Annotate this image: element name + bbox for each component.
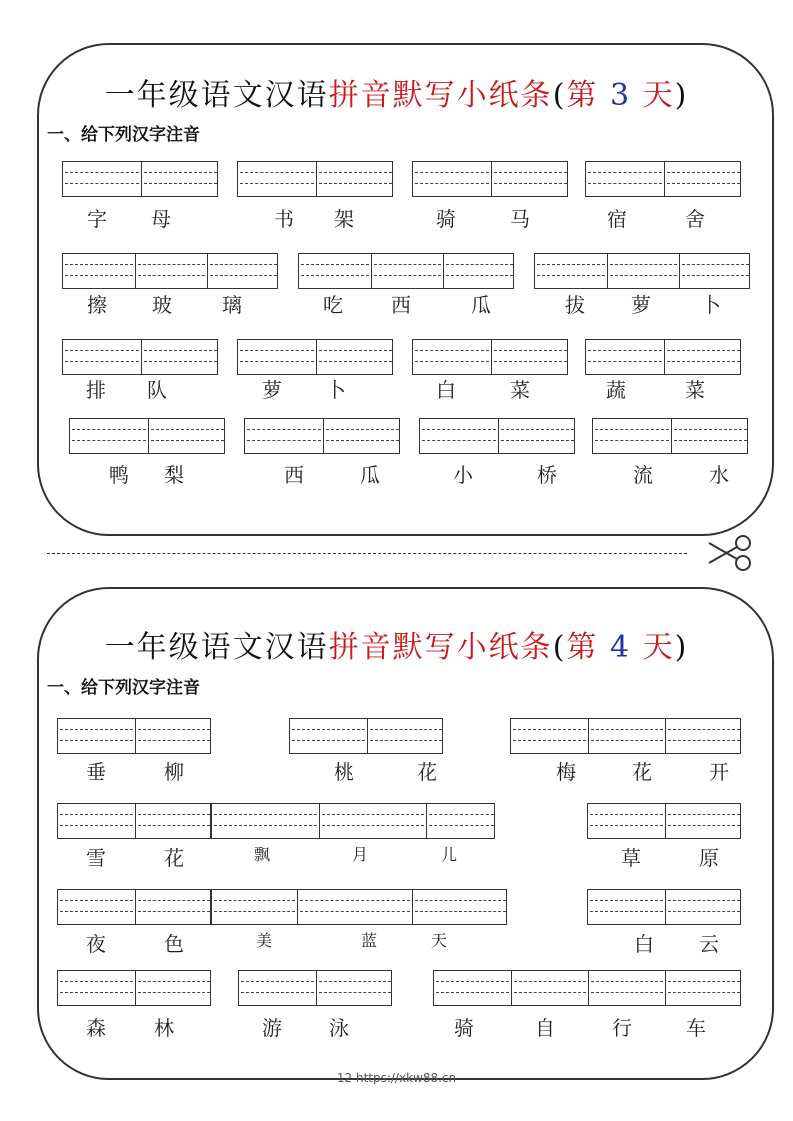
hanzi-character: 梨 [164,463,184,487]
hanzi-character: 开 [709,760,729,784]
pinyin-writing-grid[interactable] [585,161,741,197]
pinyin-cell[interactable] [491,340,569,374]
pinyin-writing-grid[interactable] [592,418,748,454]
pinyin-writing-grid[interactable] [69,418,225,454]
hanzi-character: 舍 [685,207,705,231]
pinyin-cell[interactable] [135,971,212,1005]
hanzi-character: 垂 [86,760,106,784]
hanzi-character: 美 [255,931,272,950]
hanzi-character: 卜 [326,378,346,402]
pinyin-cell[interactable] [511,719,588,753]
hanzi-character: 流 [633,463,653,487]
hanzi-character: 草 [621,846,641,870]
pinyin-cell[interactable] [63,162,141,196]
section-heading: 一、给下列汉字注音 [47,678,200,698]
pinyin-cell[interactable] [588,971,665,1005]
pinyin-cell[interactable] [665,890,742,924]
pinyin-cell[interactable] [290,719,367,753]
hanzi-character: 水 [709,463,729,487]
hanzi-character: 骑 [436,207,456,231]
pinyin-cell[interactable] [135,804,212,838]
pinyin-cell[interactable] [148,419,226,453]
pinyin-writing-grid[interactable] [585,339,741,375]
hanzi-character: 色 [164,932,184,956]
hanzi-character: 梅 [556,760,576,784]
hanzi-character: 花 [632,760,652,784]
hanzi-character: 自 [535,1016,555,1040]
pinyin-cell[interactable] [212,804,319,838]
pinyin-cell[interactable] [297,890,412,924]
pinyin-cell[interactable] [420,419,498,453]
hanzi-character: 花 [164,846,184,870]
pinyin-cell[interactable] [413,162,491,196]
hanzi-character: 西 [284,463,304,487]
hanzi-character: 马 [510,207,530,231]
pinyin-writing-grid[interactable] [419,418,575,454]
hanzi-character: 骑 [454,1016,474,1040]
pinyin-writing-grid[interactable] [57,718,211,754]
pinyin-cell[interactable] [413,340,491,374]
pinyin-writing-grid[interactable] [211,889,507,925]
pinyin-cell[interactable] [491,162,569,196]
hanzi-character: 菜 [685,378,705,402]
pinyin-cell[interactable] [135,719,212,753]
pinyin-writing-grid[interactable] [57,889,211,925]
pinyin-writing-grid[interactable] [57,970,211,1006]
hanzi-character: 西 [391,293,411,317]
pinyin-cell[interactable] [316,971,393,1005]
pinyin-cell[interactable] [58,804,135,838]
pinyin-writing-grid[interactable] [237,339,393,375]
pinyin-cell[interactable] [141,340,219,374]
hanzi-character: 天 [430,931,447,950]
worksheet-title-day-3: 一年级语文汉语拼音默写小纸条(第 3 天) [104,78,689,113]
hanzi-character: 白 [436,378,456,402]
pinyin-cell[interactable] [238,162,316,196]
pinyin-writing-grid[interactable] [298,253,514,289]
pinyin-cell[interactable] [70,419,148,453]
pinyin-cell[interactable] [664,162,742,196]
pinyin-cell[interactable] [434,971,511,1005]
pinyin-writing-grid[interactable] [57,803,211,839]
pinyin-cell[interactable] [607,254,679,288]
hanzi-character: 母 [151,207,171,231]
pinyin-cell[interactable] [58,719,135,753]
hanzi-character: 队 [147,378,167,402]
scissors-icon [705,533,755,573]
pinyin-cell[interactable] [239,971,316,1005]
pinyin-writing-grid[interactable] [237,161,393,197]
hanzi-character: 月 [351,845,368,864]
pinyin-cell[interactable] [316,162,394,196]
pinyin-cell[interactable] [671,419,749,453]
hanzi-character: 儿 [440,845,457,864]
pinyin-cell[interactable] [426,804,496,838]
hanzi-character: 泳 [329,1016,349,1040]
pinyin-writing-grid[interactable] [433,970,741,1006]
pinyin-cell[interactable] [588,890,665,924]
hanzi-character: 字 [87,207,107,231]
hanzi-character: 擦 [87,293,107,317]
pinyin-cell[interactable] [207,254,279,288]
hanzi-character: 飘 [253,845,270,864]
section-heading: 一、给下列汉字注音 [47,125,200,145]
pinyin-cell[interactable] [245,419,323,453]
pinyin-writing-grid[interactable] [289,718,443,754]
pinyin-cell[interactable] [498,419,576,453]
pinyin-writing-grid[interactable] [244,418,400,454]
pinyin-cell[interactable] [586,162,664,196]
hanzi-character: 柳 [164,760,184,784]
hanzi-character: 游 [262,1016,282,1040]
hanzi-character: 菜 [510,378,530,402]
hanzi-character: 蓝 [360,931,377,950]
hanzi-character: 车 [686,1016,706,1040]
pinyin-writing-grid[interactable] [238,970,392,1006]
pinyin-writing-grid[interactable] [412,339,568,375]
pinyin-cell[interactable] [63,254,135,288]
pinyin-cell[interactable] [367,719,444,753]
pinyin-cell[interactable] [665,719,742,753]
hanzi-character: 书 [274,207,294,231]
hanzi-character: 小 [453,463,473,487]
pinyin-cell[interactable] [316,340,394,374]
hanzi-character: 卜 [701,293,721,317]
pinyin-cell[interactable] [443,254,515,288]
pinyin-writing-grid[interactable] [62,161,218,197]
pinyin-writing-grid[interactable] [587,889,741,925]
pinyin-cell[interactable] [588,804,665,838]
hanzi-character: 夜 [86,932,106,956]
hanzi-character: 原 [699,846,719,870]
pinyin-cell[interactable] [586,340,664,374]
pinyin-cell[interactable] [238,340,316,374]
hanzi-character: 鸭 [109,463,129,487]
pinyin-writing-grid[interactable] [62,253,278,289]
hanzi-character: 瓜 [360,463,380,487]
pinyin-cell[interactable] [593,419,671,453]
hanzi-character: 云 [699,932,719,956]
pinyin-cell[interactable] [511,971,588,1005]
hanzi-character: 雪 [86,846,106,870]
hanzi-character: 璃 [222,293,242,317]
hanzi-character: 花 [417,760,437,784]
hanzi-character: 萝 [631,293,651,317]
pinyin-cell[interactable] [63,340,141,374]
hanzi-character: 架 [334,207,354,231]
pinyin-cell[interactable] [323,419,401,453]
hanzi-character: 桃 [334,760,354,784]
pinyin-writing-grid[interactable] [510,718,741,754]
pinyin-cell[interactable] [588,719,665,753]
pinyin-cell[interactable] [141,162,219,196]
hanzi-character: 蔬 [606,378,626,402]
pinyin-cell[interactable] [319,804,426,838]
hanzi-character: 吃 [323,293,343,317]
hanzi-character: 森 [86,1016,106,1040]
hanzi-character: 拔 [565,293,585,317]
hanzi-character: 行 [612,1016,632,1040]
pinyin-cell[interactable] [665,971,742,1005]
pinyin-cell[interactable] [212,890,297,924]
hanzi-character: 白 [634,932,654,956]
pinyin-cell[interactable] [679,254,751,288]
pinyin-writing-grid[interactable] [412,161,568,197]
pinyin-cell[interactable] [412,890,508,924]
pinyin-writing-grid[interactable] [211,803,495,839]
pinyin-cell[interactable] [665,804,742,838]
pinyin-cell[interactable] [58,890,135,924]
pinyin-cell[interactable] [535,254,607,288]
pinyin-cell[interactable] [664,340,742,374]
hanzi-character: 林 [154,1016,174,1040]
page-footer: 12 https://xkw88.cn [336,1071,457,1085]
hanzi-character: 瓜 [471,293,491,317]
hanzi-character: 萝 [262,378,282,402]
pinyin-writing-grid[interactable] [587,803,741,839]
pinyin-cell[interactable] [135,890,212,924]
hanzi-character: 玻 [152,293,172,317]
pinyin-cell[interactable] [58,971,135,1005]
pinyin-cell[interactable] [299,254,371,288]
pinyin-writing-grid[interactable] [534,253,750,289]
cut-line [47,553,687,554]
pinyin-cell[interactable] [135,254,207,288]
pinyin-writing-grid[interactable] [62,339,218,375]
worksheet-title-day-4: 一年级语文汉语拼音默写小纸条(第 4 天) [104,630,689,665]
pinyin-cell[interactable] [371,254,443,288]
hanzi-character: 排 [86,378,106,402]
hanzi-character: 桥 [537,463,557,487]
hanzi-character: 宿 [607,207,627,231]
